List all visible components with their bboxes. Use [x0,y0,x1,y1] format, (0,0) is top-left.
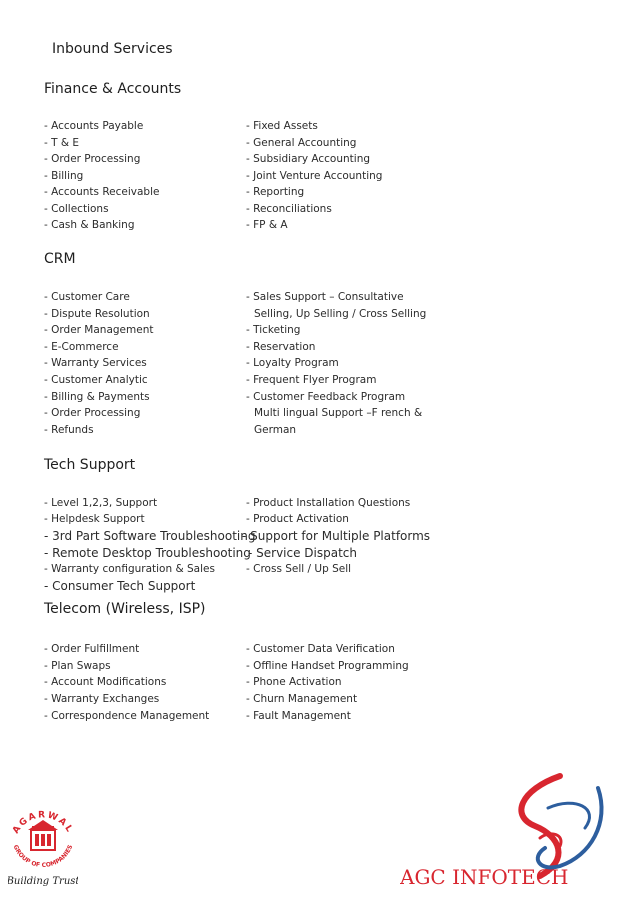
list-item: - Level 1,2,3, Support [44,497,158,509]
logo-company-name: AGC INFOTECH [400,865,569,889]
list-item: - Remote Desktop Troubleshooting [44,546,251,560]
list-item: - Subsidiary Accounting [246,153,371,165]
list-item: - Reconciliations [246,203,332,215]
list-item: - Product Activation [246,513,349,525]
list-item: - Churn Management [246,693,358,705]
list-item: - Reporting [246,186,305,198]
list-item: - Offline Handset Programming [246,660,409,672]
list-item: - Billing [44,170,84,182]
list-item: - Phone Activation [246,676,342,688]
logo-bottom-arc-text: GROUP OF COMPANIES [11,843,75,870]
list-item: - Accounts Payable [44,120,144,132]
list-item: - Account Modifications [44,676,167,688]
list-item: - Cash & Banking [44,219,135,231]
list-item: - Order Processing [44,153,141,165]
list-item: - Accounts Receivable [44,186,160,198]
list-item: - FP & A [246,219,288,231]
section-heading-finance: Finance & Accounts [44,81,182,97]
list-item: - Order Management [44,324,154,336]
list-item: - Joint Venture Accounting [246,170,383,182]
list-item: German [254,424,297,436]
agarwal-group-logo [8,792,78,892]
list-item: - Warranty Exchanges [44,693,160,705]
list-item: - E-Commerce [44,341,119,353]
list-item: - Billing & Payments [44,391,150,403]
list-item: - Customer Data Verification [246,643,395,655]
list-item: - T & E [44,137,80,149]
list-item: - Order Fulfillment [44,643,140,655]
list-item: - Customer Care [44,291,130,303]
list-item: - Refunds [44,424,94,436]
list-item: - Order Processing [44,407,141,419]
list-item: - Customer Analytic [44,374,148,386]
list-item: - Loyalty Program [246,357,339,369]
agc-swirl-icon [400,768,615,893]
list-item: - Reservation [246,341,316,353]
list-item: - Ticketing [246,324,301,336]
list-item: - 3rd Part Software Troubleshooting [44,529,256,543]
list-item: - Fault Management [246,710,351,722]
section-heading-crm: CRM [44,251,76,267]
list-item: - Service Dispatch [248,546,358,560]
list-item: - Plan Swaps [44,660,111,672]
list-item: - Correspondence Management [44,710,210,722]
list-item: - General Accounting [246,137,357,149]
agarwal-emblem-icon [8,792,78,892]
section-heading-telecom: Telecom (Wireless, ISP) [44,601,206,617]
list-item: Selling, Up Selling / Cross Selling [254,308,427,320]
list-item: - Dispute Resolution [44,308,150,320]
list-item: - Frequent Flyer Program [246,374,377,386]
list-item: - Sales Support – Consultative [246,291,404,303]
list-item: - Consumer Tech Support [44,579,196,593]
logo-top-arc-text: AGARWAL [11,810,75,836]
list-item: - Cross Sell / Up Sell [246,563,352,575]
list-item: - Collections [44,203,109,215]
logo-tagline: Building Trust [8,876,78,887]
list-item: - Helpdesk Support [44,513,145,525]
list-item: Multi lingual Support –F rench & [254,407,423,419]
list-item: - Customer Feedback Program [246,391,406,403]
list-item: - Product Installation Questions [246,497,411,509]
list-item: - Warranty configuration & Sales [44,563,215,575]
list-item: - Warranty Services [44,357,147,369]
section-heading-tech-support: Tech Support [44,457,136,473]
page-title: Inbound Services [52,41,173,57]
list-item: - Support for Multiple Platforms [242,529,431,543]
list-item: - Fixed Assets [246,120,318,132]
agc-infotech-logo [400,768,615,893]
